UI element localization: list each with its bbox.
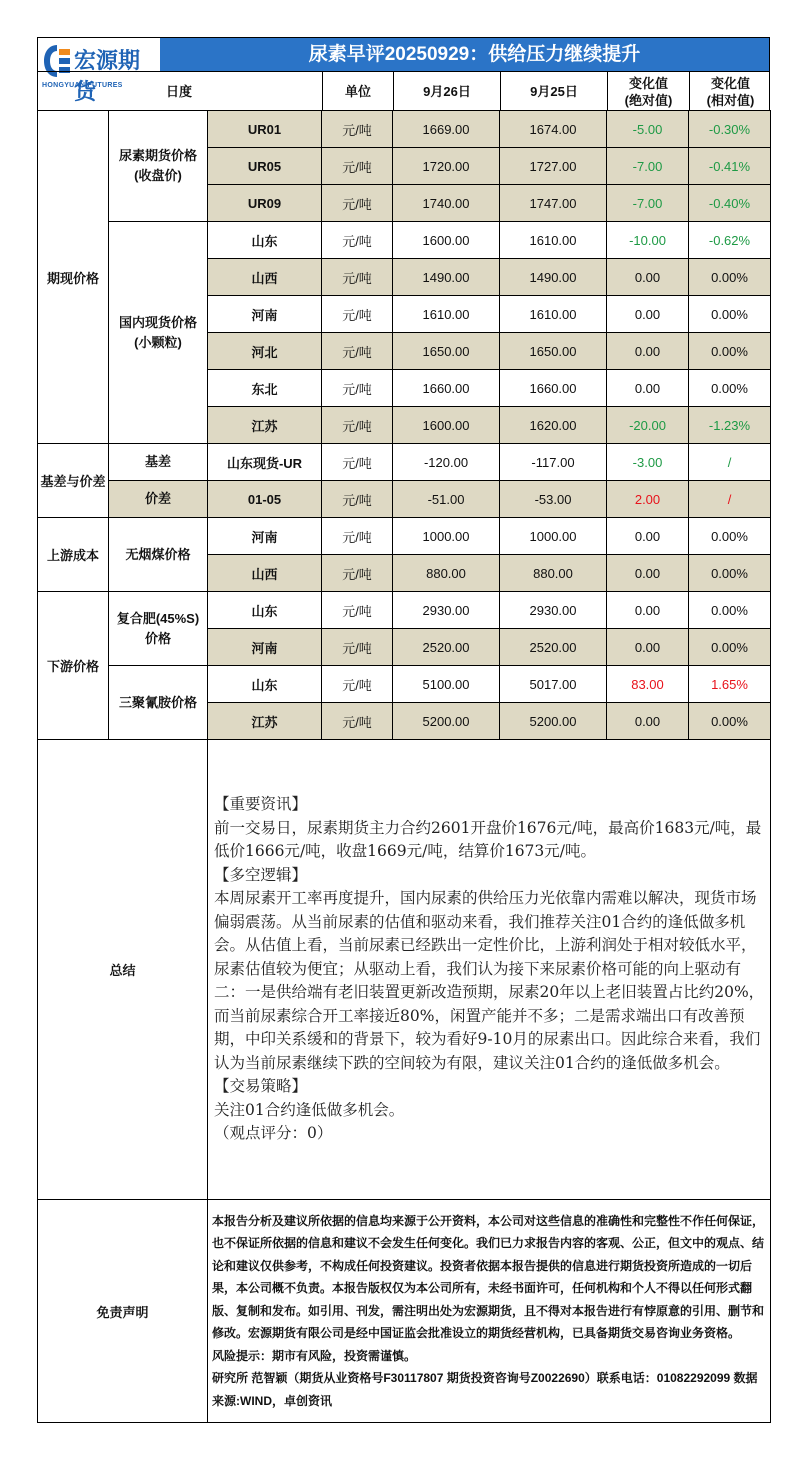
summary-logic-text: 本周尿素开工率再度提升，国内尿素的供给压力光依靠内需难以解决，现货市场偏弱震荡。从当前尿素的估值和驱动来看，我们推荐关注01合约的逢低做多机会。从估值上看，当前尿素已经跌出一定性价比，上游利润处于相对较低水平，尿素估值较为便宜；从驱动上看，我们认为接下来尿素价格可能的向上驱动有二：一是供给端有老旧装置更新改造预期，尿素20年以上老旧装置占比约20%，而当前尿素综合开工率接近80%，闲置产能并不多；二是需求端出口有改善预期，中印关系缓和的背景下，较为看好9-10月的尿素出口。因此综合来看，我们认为当前尿素继续下跌的空间较为有限，建议关注01合约的逢低做多机会。 [214,889,765,1072]
row-name: UR01 [208,111,322,148]
value-date2: -117.00 [500,444,607,481]
group-label: 期现价格 [38,111,109,444]
logo-text-cn: 宏源期货 [74,49,141,105]
subgroup-label: 尿素期货价格 (收盘价) [109,111,208,222]
row-name: 山西 [208,555,322,592]
price-table [37,110,771,740]
change-relative: 0.00% [689,259,771,296]
value-date1: 1600.00 [393,407,500,444]
change-absolute: 0.00 [607,333,689,370]
value-date2: 880.00 [500,555,607,592]
date-label: 日度 [166,84,193,99]
value-date1: 1650.00 [393,333,500,370]
change-relative: 0.00% [689,629,771,666]
summary-strategy-text: 关注01合约逢低做多机会。 [214,1100,405,1119]
disclaimer-body [208,1200,771,1423]
row-unit: 元/吨 [322,148,393,185]
value-date1: 1600.00 [393,222,500,259]
row-unit: 元/吨 [322,370,393,407]
subgroup-label: 无烟煤价格 [109,518,208,592]
subgroup-label: 三聚氰胺价格 [109,666,208,740]
value-date2: 1610.00 [500,296,607,333]
value-date1: 5100.00 [393,666,500,703]
subgroup-label: 复合肥(45%S) 价格 [109,592,208,666]
row-unit: 元/吨 [322,629,393,666]
value-date1: 1610.00 [393,296,500,333]
row-unit: 元/吨 [322,555,393,592]
row-unit: 元/吨 [322,222,393,259]
report-page [37,37,770,1423]
change-absolute: 0.00 [607,703,689,740]
disclaimer-label: 免责声明 [38,1200,208,1423]
change-absolute: 2.00 [607,481,689,518]
report-header [37,37,770,110]
value-date1: -120.00 [393,444,500,481]
change-relative: / [689,481,771,518]
group-label: 上游成本 [38,518,109,592]
row-name: 山东 [208,222,322,259]
row-unit: 元/吨 [322,592,393,629]
value-date1: 2520.00 [393,629,500,666]
value-date1: 5200.00 [393,703,500,740]
row-name: 河南 [208,629,322,666]
row-unit: 元/吨 [322,296,393,333]
change-absolute: 0.00 [607,518,689,555]
abs-change-header: 变化值 (绝对值) [607,72,689,111]
change-absolute: -3.00 [607,444,689,481]
row-unit: 元/吨 [322,259,393,296]
row-name: 01-05 [208,481,322,518]
subgroup-label: 基差 [109,444,208,481]
row-name: 河北 [208,333,322,370]
row-unit: 元/吨 [322,481,393,518]
unit-header: 单位 [322,72,393,111]
value-date1: 1490.00 [393,259,500,296]
rel-change-header: 变化值 (相对值) [689,72,771,111]
change-absolute: 0.00 [607,259,689,296]
change-absolute: -7.00 [607,148,689,185]
row-unit: 元/吨 [322,333,393,370]
row-name: UR09 [208,185,322,222]
change-absolute: 0.00 [607,296,689,333]
row-name: 东北 [208,370,322,407]
group-label: 下游价格 [38,592,109,740]
value-date1: 1000.00 [393,518,500,555]
value-date2: 1650.00 [500,333,607,370]
change-absolute: -5.00 [607,111,689,148]
summary-news-text: 前一交易日，尿素期货主力合约2601开盘价1676元/吨，最高价1683元/吨，最低价1666元/吨，收盘1669元/吨，结算价1673元/吨。 [214,818,762,861]
change-relative: 0.00% [689,333,771,370]
value-date2: 1727.00 [500,148,607,185]
table-row [38,592,771,629]
row-name: 山东 [208,666,322,703]
subgroup-label: 价差 [109,481,208,518]
value-date2: 1490.00 [500,259,607,296]
row-unit: 元/吨 [322,518,393,555]
change-relative: 0.00% [689,555,771,592]
row-name: UR05 [208,148,322,185]
summary-heading-strategy: 【交易策略】 [214,1077,308,1096]
table-row [38,222,771,259]
summary-heading-logic: 【多空逻辑】 [214,865,308,884]
change-absolute: 0.00 [607,555,689,592]
value-date2: 1610.00 [500,222,607,259]
row-unit: 元/吨 [322,407,393,444]
row-name: 河南 [208,518,322,555]
value-date2: 1000.00 [500,518,607,555]
value-date2: 5200.00 [500,703,607,740]
row-unit: 元/吨 [322,666,393,703]
row-name: 山东 [208,592,322,629]
column-header-row [38,71,769,111]
row-name: 江苏 [208,407,322,444]
change-relative: -1.23% [689,407,771,444]
logo-text-en: HONGYUAN FUTURES [42,82,123,89]
value-date2: 2930.00 [500,592,607,629]
table-row [38,481,771,518]
table-row [38,518,771,555]
row-name: 江苏 [208,703,322,740]
change-relative: / [689,444,771,481]
row-unit: 元/吨 [322,703,393,740]
value-date2: 5017.00 [500,666,607,703]
row-name: 河南 [208,296,322,333]
change-relative: 1.65% [689,666,771,703]
subgroup-label: 国内现货价格 (小颗粒) [109,222,208,444]
change-absolute: 83.00 [607,666,689,703]
change-absolute: -10.00 [607,222,689,259]
row-unit: 元/吨 [322,111,393,148]
disclaimer-text: 本报告分析及建议所依据的信息均来源于公开资料，本公司对这些信息的准确性和完整性不作任何保证，也不保证所依据的信息和建议不会发生任何变化。我们已力求报告内容的客观、公正，但文中的观点、结论和建议仅供参考，不构成任何投资建议。投资者依据本报告提供的信息进行期货投资所造成的一切后果，本公司概不负责。本报告版权仅为本公司所有，未经书面许可，任何机构和个人不得以任何形式翻版、复制和发布。如引用、刊发，需注明出处为宏源期货，且不得对本报告进行有悖原意的引用、删节和修改。宏源期货有限公司是经中国证监会批准设立的期货经营机构，已具备期货交易咨询业务资格。 [212,1213,765,1341]
summary-label: 总结 [38,740,208,1200]
row-unit: 元/吨 [322,444,393,481]
change-absolute: -7.00 [607,185,689,222]
change-relative: -0.41% [689,148,771,185]
risk-warning: 风险提示：期市有风险，投资需谨慎。 [212,1348,417,1363]
row-name: 山东现货-UR [208,444,322,481]
value-date1: 880.00 [393,555,500,592]
value-date1: 1720.00 [393,148,500,185]
report-title: 尿素早评20250929：供给压力继续提升 [160,38,769,71]
summary-body [208,740,771,1200]
change-relative: -0.62% [689,222,771,259]
table-row [38,111,771,148]
date2-header: 9月25日 [500,72,607,111]
change-absolute: 0.00 [607,629,689,666]
value-date2: -53.00 [500,481,607,518]
value-date2: 1674.00 [500,111,607,148]
change-relative: -0.30% [689,111,771,148]
date1-header: 9月26日 [393,72,500,111]
change-relative: 0.00% [689,370,771,407]
change-relative: 0.00% [689,592,771,629]
table-row [38,444,771,481]
change-absolute: -20.00 [607,407,689,444]
summary-table [37,739,771,1423]
value-date1: 2930.00 [393,592,500,629]
value-date1: 1740.00 [393,185,500,222]
change-absolute: 0.00 [607,370,689,407]
change-relative: 0.00% [689,296,771,333]
summary-score: （观点评分：0） [214,1124,333,1143]
value-date2: 2520.00 [500,629,607,666]
table-row [38,666,771,703]
row-unit: 元/吨 [322,185,393,222]
value-date2: 1660.00 [500,370,607,407]
value-date1: 1669.00 [393,111,500,148]
value-date1: -51.00 [393,481,500,518]
group-label: 基差与价差 [38,444,109,518]
summary-heading-news: 【重要资讯】 [214,795,308,814]
value-date2: 1620.00 [500,407,607,444]
change-relative: 0.00% [689,703,771,740]
change-relative: 0.00% [689,518,771,555]
value-date1: 1660.00 [393,370,500,407]
analyst-contact: 研究所 范智颖（期货从业资格号F30117807 期货投资咨询号Z0022690）联系电话：01082292099 数据来源:WIND，卓创资讯 [212,1371,758,1408]
change-relative: -0.40% [689,185,771,222]
change-absolute: 0.00 [607,592,689,629]
row-name: 山西 [208,259,322,296]
value-date2: 1747.00 [500,185,607,222]
